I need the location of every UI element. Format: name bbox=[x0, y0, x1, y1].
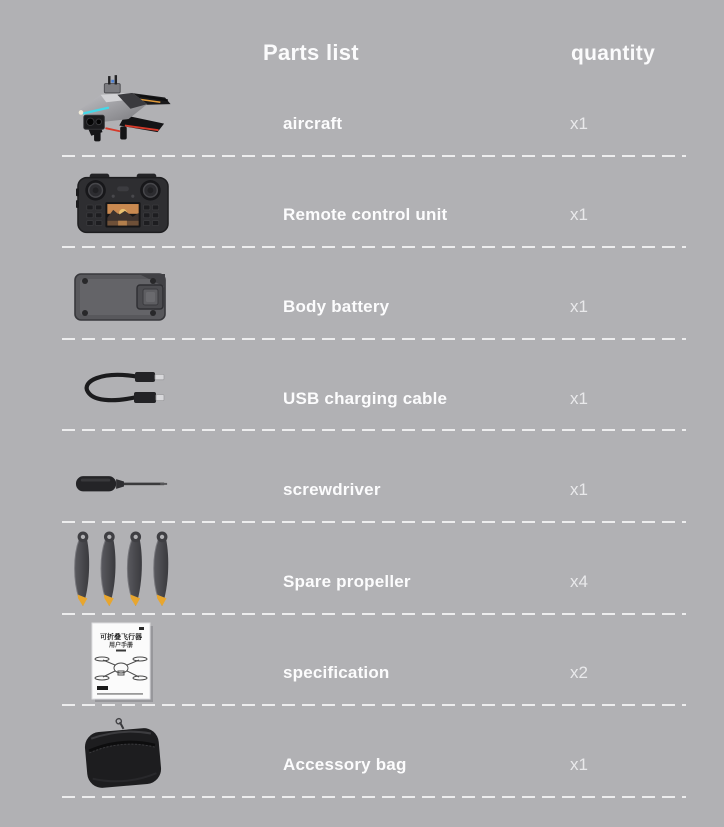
bag-image-cell bbox=[0, 716, 246, 794]
specification-image-cell bbox=[0, 622, 246, 704]
parts-list-heading: Parts list bbox=[263, 40, 359, 65]
part-name: screwdriver bbox=[283, 480, 381, 500]
table-row-usb-cable bbox=[0, 339, 724, 431]
part-quantity: x1 bbox=[570, 388, 588, 408]
part-quantity: x2 bbox=[570, 663, 588, 683]
usb-cable-icon bbox=[73, 366, 173, 412]
manual-title-line1: 可折叠飞行器 bbox=[100, 634, 142, 642]
quantity-heading: quantity bbox=[571, 42, 656, 65]
part-name: USB charging cable bbox=[283, 388, 448, 408]
parts-rows bbox=[0, 64, 724, 797]
propeller-image-cell bbox=[0, 530, 246, 614]
part-quantity: x1 bbox=[570, 205, 588, 225]
table-row-aircraft bbox=[0, 64, 724, 156]
part-name: aircraft bbox=[283, 113, 343, 133]
battery-image-cell bbox=[0, 271, 246, 323]
part-quantity: x4 bbox=[570, 571, 588, 591]
table-row-battery bbox=[0, 247, 724, 339]
part-quantity: x1 bbox=[570, 754, 588, 774]
part-quantity: x1 bbox=[570, 296, 588, 316]
aircraft-image-cell bbox=[0, 71, 246, 153]
table-row-remote-control bbox=[0, 156, 724, 248]
part-name: Spare propeller bbox=[283, 571, 411, 591]
table-row-specification bbox=[0, 614, 724, 706]
remote-controller-icon bbox=[76, 173, 170, 237]
remote-image-cell bbox=[0, 173, 246, 237]
zipper-case-icon bbox=[77, 716, 169, 794]
propeller-blades-icon bbox=[70, 530, 176, 614]
manual-title-line2: 用户手册 bbox=[108, 643, 134, 650]
screwdriver-icon bbox=[74, 473, 172, 495]
part-quantity: x1 bbox=[570, 480, 588, 500]
table-row-accessory-bag bbox=[0, 705, 724, 797]
battery-pack-icon bbox=[73, 271, 173, 323]
usb-image-cell bbox=[0, 366, 246, 412]
part-quantity: x1 bbox=[570, 113, 588, 133]
table-row-propellers bbox=[0, 522, 724, 614]
drone-aircraft-icon bbox=[67, 71, 179, 153]
table-row-screwdriver bbox=[0, 430, 724, 522]
part-name: Remote control unit bbox=[283, 205, 448, 225]
part-name: specification bbox=[283, 663, 390, 683]
part-name: Accessory bag bbox=[283, 754, 407, 774]
screwdriver-image-cell bbox=[0, 473, 246, 495]
part-name: Body battery bbox=[283, 296, 390, 316]
manual-booklet-icon bbox=[91, 622, 155, 704]
